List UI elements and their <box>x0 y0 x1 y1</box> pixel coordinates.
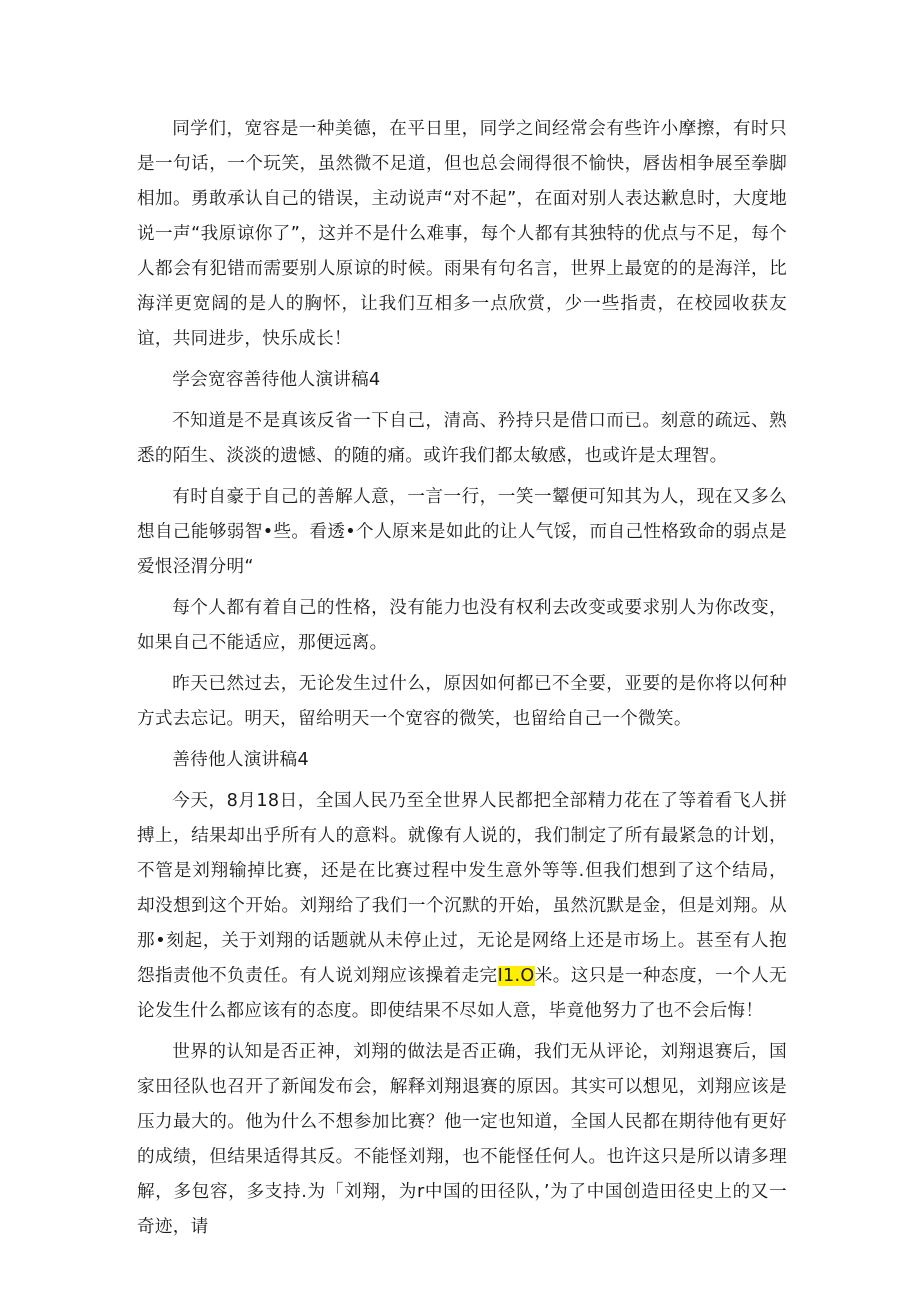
document-body <box>137 112 787 1251</box>
section-heading-treat-others: 善待他人演讲稿4 <box>172 750 309 770</box>
highlighted-text: I1.O <box>497 966 535 986</box>
paragraph-world-view: 世界的认知是否正神，刘翔的做法是否正确，我们无从评论，刘翔退赛后，国家田径队也召开了新闻发布会，解释刘翔退赛的原因。其实可以想见，刘翔应该是压力最大的。他为什么不想参加比赛？他一定也知道，全国人民都在期待他有更好的成绩，但结果适得其反。不能怪刘翔，也不能怪任何人。也许这只是所以请多理解，多包容，多支持.为「刘翔，为r中国的田径队，’为了中国创造田径史上的又一奇迹，请 <box>137 1042 787 1237</box>
paragraph-reflection: 不知道是不是真该反省一下自己，清高、矜持只是借口而已。刻意的疏远、熟悉的陌生、淡淡的遗憾、的随的痛。或许我们都太敏感，也或许是太理智。 <box>137 411 787 466</box>
section-heading-learn-tolerance: 学会宽容善待他人演讲稿4 <box>172 370 381 390</box>
paragraph-personality: 每个人都有着自己的性格，没有能力也没有权利去改变或要求别人为你改变，如果自己不能适应，那便远离。 <box>137 598 787 653</box>
paragraph-self-pride: 有时自豪于自己的善解人意，一言一行，一笑一颦便可知其为人，现在又多么想自己能够弱智•些。看透•个人原来是如此的让人气馁，而自己性格致命的弱点是爱恨泾渭分明“ <box>137 487 787 577</box>
paragraph-text-before: 今天，8月18日，全国人民乃至全世界人民都把全部精力花在了等着看飞人拼搏上，结果却出乎所有人的意料。就像有人说的，我们制定了所有最紧急的计划，不管是刘翔输掉比赛，还是在比赛过程中发生意外等等.但我们想到了这个结局，却没想到这个开始。刘翔给了我们一个沉默的开始，虽然沉默是金，但是刘翔。从那•刻起，关于刘翔的话题就从未停止过，无论是网络上还是市场上。甚至有人抱怨指责他不负责任。有人说刘翔应该操着走完 <box>137 791 787 986</box>
paragraph-yesterday: 昨天已然过去，无论发生过什么，原因如何都已不全要，亚要的是你将以何种方式去忘记。明天，留给明天一个宽容的微笑，也留给自己一个微笑。 <box>137 674 787 729</box>
paragraph-liu-xiang-today <box>137 784 787 1029</box>
paragraph-text-after: 米。这只是一种态度，一个人无论发生什么都应该有的态度。即使结果不尽如人意，毕竟他努力了也不会后悔！ <box>137 966 787 1021</box>
paragraph-tolerance-virtue: 同学们，宽容是一种美德，在平日里，同学之间经常会有些许小摩擦，有时只是一句话，一个玩笑，虽然微不足道，但也总会闹得很不愉快，唇齿相争展至拳脚相加。勇敢承认自己的错误，主动说声“对不起”，在面对别人表达歉息时，大度地说一声“我原谅你了”，这并不是什么难事，每个人都有其独特的优点与不足，每个人都会有犯错而需要别人原谅的时候。雨果有句名言，世界上最宽的的是海洋，比海洋更宽阔的是人的胸怀，让我们互相多一点欣赏，少一些指责，在校园收获友谊，共同进步，快乐成长！ <box>137 119 787 349</box>
